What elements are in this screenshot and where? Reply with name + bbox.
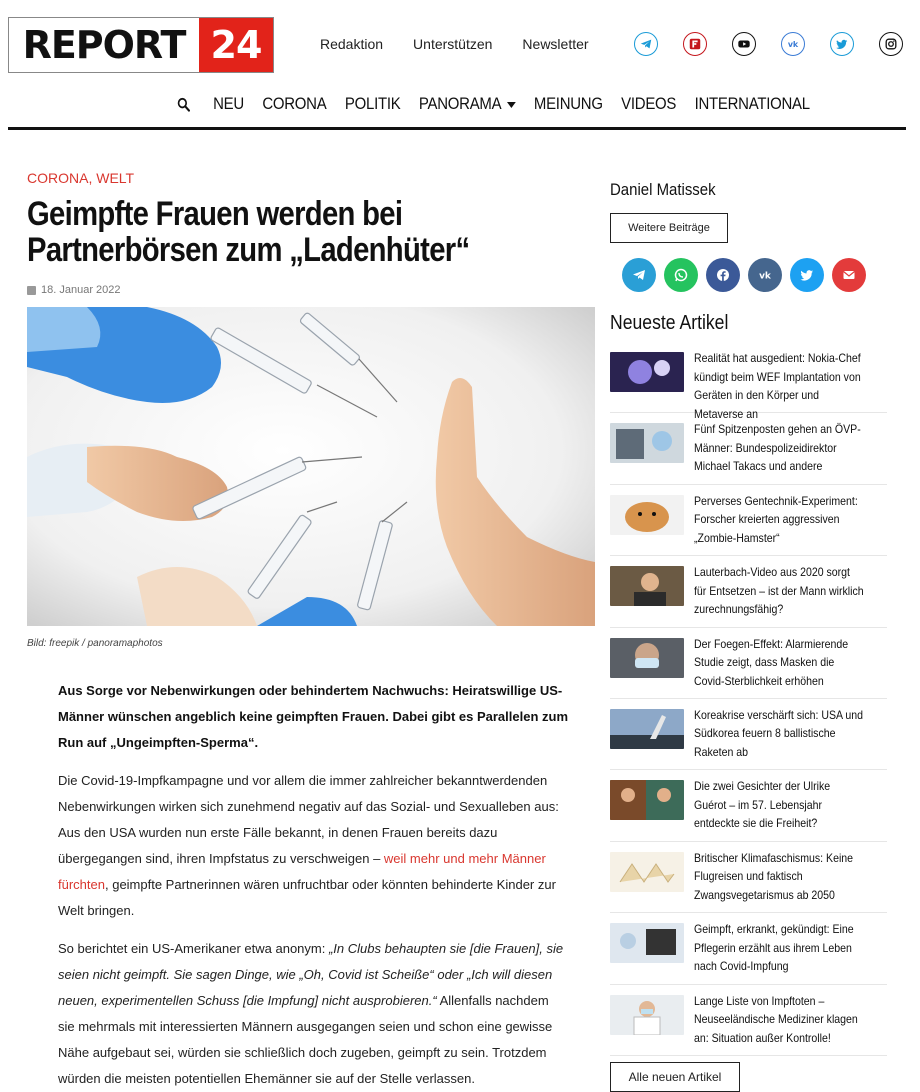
article-link: Lauterbach-Video aus 2020 sorgt für Entsetzen – ist der Mann wirklich zurechnungsfähig? — [694, 565, 864, 617]
list-item[interactable] — [610, 342, 887, 421]
nav-meinung[interactable]: MEINUNG — [533, 94, 603, 113]
nav-newsletter[interactable]: Newsletter — [522, 36, 589, 52]
list-item[interactable] — [610, 628, 887, 699]
article-link: Fünf Spitzenposten gehen an ÖVP-Männer: Bundespolizeidirektor Michael Takacs und andere — [694, 422, 861, 474]
list-item[interactable] — [610, 413, 887, 484]
email-share-icon[interactable] — [832, 258, 866, 292]
article-link: Lange Liste von Impftoten – Neuseeländische Mediziner klagen an: Situation außer Kontrolle! — [694, 993, 858, 1045]
nav-unterstuetzen[interactable]: Unterstützen — [413, 36, 493, 52]
share-buttons — [622, 258, 874, 292]
article-thumbnail — [610, 566, 684, 606]
quote-text: „In Clubs behaupten sie [die Frauen], sie seien nicht geimpft. Sie sagen Dinge, wie „Oh, Covid ist Scheiße“ oder „Ich will diesen neuen, experimentellen Schuss [die Impfung] nicht ausprobieren.“ — [58, 941, 564, 1008]
nav-panorama-label: PANORAMA — [418, 94, 502, 113]
list-item[interactable] — [610, 556, 887, 627]
article-link: Der Foegen-Effekt: Alarmierende Studie zeigt, dass Masken die Covid-Sterblichkeit erhöhen — [694, 636, 849, 688]
list-item[interactable] — [610, 842, 887, 913]
article-thumbnail — [610, 923, 684, 963]
all-new-articles-button[interactable]: Alle neuen Artikel — [610, 1062, 740, 1092]
newest-articles-list — [610, 342, 887, 1056]
twitter-icon[interactable] — [830, 32, 854, 56]
list-item[interactable] — [610, 985, 887, 1056]
author-name[interactable]: Daniel Matissek — [610, 180, 716, 199]
nav-panorama[interactable] — [419, 94, 515, 114]
nav-corona[interactable]: CORONA — [262, 94, 327, 113]
article-thumbnail — [610, 852, 684, 892]
newest-articles-heading: Neueste Artikel — [610, 312, 729, 334]
article-link: Perverses Gentechnik-Experiment: Forscher kreierten aggressiven „Zombie-Hamster“ — [694, 493, 858, 545]
list-item[interactable] — [610, 485, 887, 556]
youtube-icon[interactable] — [732, 32, 756, 56]
site-logo[interactable] — [8, 17, 274, 73]
list-item[interactable] — [610, 913, 887, 984]
article-thumbnail — [610, 352, 684, 392]
paragraph-text: So berichtet ein US-Amerikaner etwa anonym: — [58, 941, 329, 956]
calendar-icon — [27, 286, 36, 295]
article-title: Geimpfte Frauen werden bei Partnerbörsen zum „Ladenhüter“ — [27, 195, 470, 269]
list-item[interactable] — [610, 699, 887, 770]
image-caption: Bild: freepik / panoramaphotos — [27, 638, 163, 649]
article-paragraph — [58, 768, 568, 924]
article-date — [27, 284, 121, 296]
article-thumbnail — [610, 780, 684, 820]
nav-divider — [8, 127, 906, 130]
social-links — [634, 32, 920, 56]
vk-icon[interactable] — [781, 32, 805, 56]
paragraph-text: Die Covid-19-Impfkampagne und vor allem die immer zahlreicher bekanntwerdenden Nebenwirkungen wirken sich zunehmend negativ auf das Sozial- und Sexualleben aus: Aus den USA wurden nun erste Fälle bekannt, in denen Frauen bereits dazu übergegangen sind, ihren Impfstatus zu verschweigen – — [58, 773, 559, 866]
paragraph-text: Allenfalls nachdem sie mehrmals mit interessierten Männern ausgegangen seien und schon eine gewisse Nähe aufgebaut sei, würden sie schließlich doch zugeben, geimpft zu sein. Trotzdem würden die meisten potentiellen Ehemänner sie auf der Stelle verlassen. — [58, 993, 553, 1086]
hero-image — [27, 307, 595, 626]
article-categories[interactable]: CORONA, WELT — [27, 170, 135, 186]
inline-link[interactable]: weil mehr und mehr Männer fürchten — [58, 851, 546, 892]
flipboard-icon[interactable] — [683, 32, 707, 56]
facebook-share-icon[interactable] — [706, 258, 740, 292]
article-thumbnail — [610, 638, 684, 678]
nav-redaktion[interactable]: Redaktion — [320, 36, 384, 52]
article-link: Die zwei Gesichter der Ulrike Guérot – im 57. Lebensjahr entdeckte sie die Freiheit? — [694, 779, 831, 831]
logo-number: 24 — [199, 18, 273, 72]
main-navigation — [177, 94, 828, 114]
telegram-share-icon[interactable] — [622, 258, 656, 292]
article-lead: Aus Sorge vor Nebenwirkungen oder behindertem Nachwuchs: Heiratswillige US-Männer wünschen angeblich keine geimpften Frauen. Dabei gibt es Parallelen zum Run auf „Ungeimpften-Sperma“. — [58, 683, 569, 750]
list-item[interactable] — [610, 770, 887, 841]
nav-videos[interactable]: VIDEOS — [621, 94, 677, 113]
article-thumbnail — [610, 995, 684, 1035]
nav-international[interactable]: INTERNATIONAL — [694, 94, 810, 113]
instagram-icon[interactable] — [879, 32, 903, 56]
whatsapp-share-icon[interactable] — [664, 258, 698, 292]
article-link: Koreakrise verschärft sich: USA und Südkorea feuern 8 ballistische Raketen ab — [694, 707, 864, 759]
paragraph-text: , geimpfte Partnerinnen wären unfruchtbar oder könnten behinderte Kinder zur Welt bringen. — [58, 877, 556, 918]
top-navigation — [320, 36, 619, 52]
twitter-share-icon[interactable] — [790, 258, 824, 292]
article-thumbnail — [610, 709, 684, 749]
article-thumbnail — [610, 495, 684, 535]
nav-politik[interactable]: POLITIK — [344, 94, 401, 113]
article-thumbnail — [610, 423, 684, 463]
article-link: Britischer Klimafaschismus: Keine Flugreisen und faktisch Zwangsvegetarismus ab 2050 — [694, 850, 854, 902]
article-body — [58, 678, 568, 1092]
search-icon[interactable] — [177, 97, 190, 112]
article-date-text: 18. Januar 2022 — [41, 284, 121, 296]
nav-neu[interactable]: NEU — [213, 94, 244, 113]
logo-word: REPORT — [22, 23, 186, 67]
more-posts-button[interactable]: Weitere Beiträge — [610, 213, 728, 243]
svg-text:vk: vk — [787, 40, 799, 50]
article-link: Realität hat ausgedient: Nokia-Chef kündigt beim WEF Implantation von Geräten in den Körper und Metaverse an — [694, 351, 861, 421]
telegram-icon[interactable] — [634, 32, 658, 56]
article-link: Geimpft, erkrankt, gekündigt: Eine Pflegerin erzählt aus ihrem Leben nach Covid-Impfung — [694, 922, 854, 974]
chevron-down-icon — [507, 102, 516, 108]
svg-text:vk: vk — [759, 271, 771, 282]
article-paragraph — [58, 936, 568, 1092]
vk-share-icon[interactable] — [748, 258, 782, 292]
